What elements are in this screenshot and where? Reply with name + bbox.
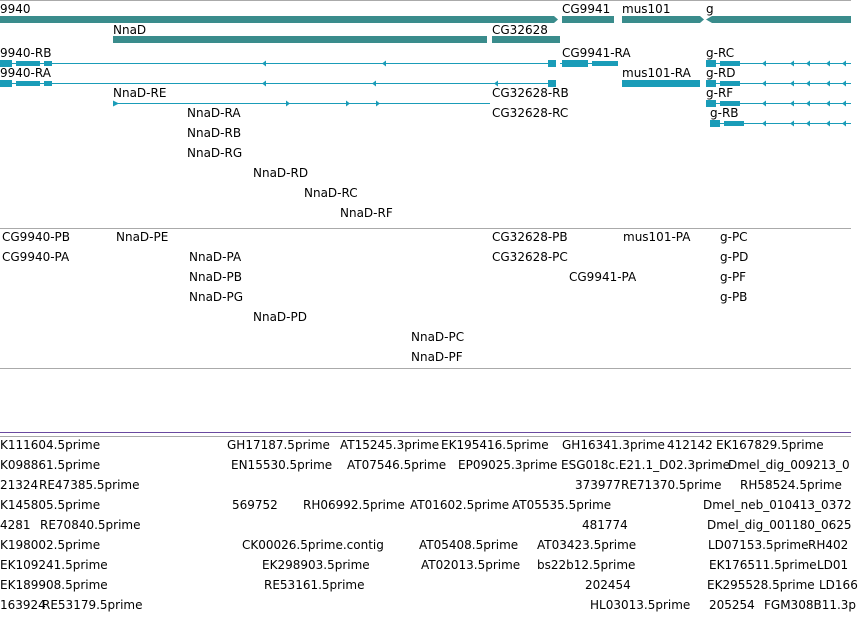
est-label[interactable]: AT05535.5prime <box>512 498 612 512</box>
gene-glyph <box>562 16 614 23</box>
exon-block <box>710 120 720 127</box>
strand-arrow-icon <box>706 16 712 23</box>
est-label[interactable]: 21324 <box>0 478 39 492</box>
exon-block <box>592 61 618 66</box>
est-label[interactable]: EK195416.5prime <box>441 438 549 452</box>
est-label[interactable]: EK295528.5prime <box>707 578 815 592</box>
gene-glyph <box>712 16 851 23</box>
est-label[interactable]: ESG018c.E21.1_D02.3prime <box>561 458 731 472</box>
transcript-label[interactable]: 9940-RB <box>0 46 52 60</box>
est-label[interactable]: RH06992.5prime <box>303 498 405 512</box>
gene-glyph <box>622 16 700 23</box>
strand-arrow-icon <box>262 81 266 87</box>
est-label[interactable]: RE53179.5prime <box>42 598 143 612</box>
protein-label[interactable]: CG32628-PC <box>492 250 568 264</box>
gene-label[interactable]: 9940 <box>0 2 31 16</box>
strand-arrow-icon <box>790 121 794 127</box>
exon-block <box>0 80 12 87</box>
strand-arrow-icon <box>262 61 266 67</box>
strand-arrow-icon <box>700 16 704 23</box>
transcript-label[interactable]: NnaD-RB <box>187 126 242 140</box>
strand-arrow-icon <box>382 61 386 67</box>
est-label[interactable]: AT02013.5prime <box>421 558 521 572</box>
exon-block <box>548 60 556 67</box>
gene-label[interactable]: NnaD <box>113 23 147 37</box>
transcript-label[interactable]: NnaD-RD <box>253 166 309 180</box>
protein-label[interactable]: mus101-PA <box>623 230 691 244</box>
protein-label[interactable]: CG9940-PA <box>2 250 70 264</box>
gene-label[interactable]: g <box>706 2 714 16</box>
strand-arrow-icon <box>376 101 380 107</box>
est-label[interactable]: RE53161.5prime <box>264 578 365 592</box>
strand-arrow-icon <box>113 101 119 107</box>
est-label[interactable]: EK189908.5prime <box>0 578 108 592</box>
protein-label[interactable]: g-PC <box>720 230 748 244</box>
transcript-label[interactable]: NnaD-RG <box>187 146 243 160</box>
transcript-label[interactable]: CG32628-RB <box>492 86 569 100</box>
est-label[interactable]: AT03423.5prime <box>537 538 637 552</box>
transcript-label[interactable]: CG9941-RA <box>562 46 631 60</box>
est-label[interactable]: HL03013.5prime <box>590 598 691 612</box>
gene-glyph <box>0 16 554 23</box>
gene-glyph <box>113 36 487 43</box>
strand-arrow-icon <box>806 61 810 67</box>
strand-arrow-icon <box>372 81 376 87</box>
strand-arrow-icon <box>790 101 794 107</box>
strand-arrow-icon <box>826 121 830 127</box>
est-label[interactable]: RH402 <box>808 538 849 552</box>
est-label[interactable]: 4281 <box>0 518 31 532</box>
est-label[interactable]: K098861.5prime <box>0 458 101 472</box>
transcript-label[interactable]: NnaD-RE <box>113 86 167 100</box>
est-label[interactable]: RE70840.5prime <box>40 518 141 532</box>
strand-arrow-icon <box>554 16 558 23</box>
est-label[interactable]: 481774 <box>582 518 628 532</box>
est-label[interactable]: FGM308B11.3p <box>764 598 857 612</box>
est-label[interactable]: AT15245.3prime <box>340 438 440 452</box>
est-label[interactable]: 202454 <box>585 578 631 592</box>
est-label[interactable]: EK298903.5prime <box>262 558 370 572</box>
est-label[interactable]: 569752 <box>232 498 278 512</box>
transcript-label[interactable]: 9940-RA <box>0 66 51 80</box>
strand-arrow-icon <box>842 81 846 87</box>
est-label[interactable]: LD07153.5prime <box>708 538 809 552</box>
protein-label[interactable]: CG9940-PB <box>2 230 71 244</box>
est-label[interactable]: AT05408.5prime <box>419 538 519 552</box>
strand-arrow-icon <box>806 101 810 107</box>
strand-arrow-icon <box>762 81 766 87</box>
strand-arrow-icon <box>826 81 830 87</box>
exon-block <box>724 121 744 126</box>
strand-arrow-icon <box>842 61 846 67</box>
est-label[interactable]: 163924 <box>0 598 46 612</box>
strand-arrow-icon <box>762 101 766 107</box>
strand-arrow-icon <box>806 81 810 87</box>
gene-label[interactable]: CG9941 <box>562 2 611 16</box>
est-label[interactable]: 412142 <box>667 438 713 452</box>
strand-arrow-icon <box>762 121 766 127</box>
est-label[interactable]: Dmel_neb_010413_0372 <box>703 498 852 512</box>
transcript-label[interactable]: NnaD-RF <box>340 206 393 220</box>
transcript-label[interactable]: NnaD-RC <box>304 186 358 200</box>
strand-arrow-icon <box>346 101 350 107</box>
transcript-label[interactable]: mus101-RA <box>622 66 691 80</box>
transcript-label[interactable]: NnaD-RA <box>187 106 241 120</box>
transcript-label[interactable]: g-RF <box>706 86 734 100</box>
est-label[interactable]: RE71370.5prime <box>621 478 722 492</box>
protein-label[interactable]: NnaD-PF <box>411 350 463 364</box>
protein-label[interactable]: NnaD-PG <box>189 290 244 304</box>
exon-block <box>622 80 700 87</box>
est-label[interactable]: Dmel_dig_009213_0 <box>728 458 850 472</box>
gene-label[interactable]: CG32628 <box>492 23 548 37</box>
strand-arrow-icon <box>806 121 810 127</box>
strand-arrow-icon <box>842 121 846 127</box>
est-label[interactable]: CK00026.5prime.contig <box>242 538 384 552</box>
protein-label[interactable]: CG32628-PB <box>492 230 568 244</box>
exon-block <box>44 81 52 86</box>
gene-glyph <box>492 36 560 43</box>
protein-label[interactable]: g-PF <box>720 270 747 284</box>
strand-arrow-icon <box>790 81 794 87</box>
exon-block <box>562 60 588 67</box>
protein-label[interactable]: g-PD <box>720 250 749 264</box>
est-label[interactable]: RE47385.5prime <box>39 478 140 492</box>
est-label[interactable]: GH17187.5prime <box>227 438 330 452</box>
est-label[interactable]: 373977 <box>575 478 621 492</box>
protein-label[interactable]: NnaD-PB <box>189 270 242 284</box>
strand-arrow-icon <box>762 61 766 67</box>
protein-label[interactable]: g-PB <box>720 290 748 304</box>
est-label[interactable]: EK109241.5prime <box>0 558 108 572</box>
protein-label[interactable]: CG9941-PA <box>569 270 637 284</box>
est-label[interactable]: EK176511.5prime <box>709 558 817 572</box>
strand-arrow-icon <box>790 61 794 67</box>
est-label[interactable]: AT07546.5prime <box>347 458 447 472</box>
est-label[interactable]: bs22b12.5prime <box>537 558 636 572</box>
est-label[interactable]: Dmel_dig_001180_0625 <box>707 518 852 532</box>
strand-arrow-icon <box>842 101 846 107</box>
est-label[interactable]: EN15530.5prime <box>231 458 333 472</box>
exon-block <box>16 81 40 86</box>
est-label[interactable]: GH16341.3prime <box>562 438 665 452</box>
gene-label[interactable]: mus101 <box>622 2 671 16</box>
est-label[interactable]: EP09025.3prime <box>458 458 558 472</box>
est-label[interactable]: LD01 <box>817 558 849 572</box>
protein-label[interactable]: NnaD-PD <box>253 310 307 324</box>
est-label[interactable]: AT01602.5prime <box>410 498 510 512</box>
transcript-label[interactable]: CG32628-RC <box>492 106 569 120</box>
protein-label[interactable]: NnaD-PE <box>116 230 169 244</box>
est-label[interactable]: RH58524.5prime <box>740 478 842 492</box>
est-label[interactable]: K145805.5prime <box>0 498 101 512</box>
est-label[interactable]: LD166 <box>819 578 858 592</box>
protein-label[interactable]: NnaD-PA <box>189 250 242 264</box>
transcript-label[interactable]: g-RC <box>706 46 735 60</box>
transcript-label[interactable]: g-RD <box>706 66 736 80</box>
strand-arrow-icon <box>826 101 830 107</box>
strand-arrow-icon <box>826 61 830 67</box>
est-label[interactable]: 205254 <box>709 598 755 612</box>
transcript-label[interactable]: g-RB <box>710 106 739 120</box>
est-label[interactable]: K111604.5prime <box>0 438 101 452</box>
est-label[interactable]: EK167829.5prime <box>716 438 824 452</box>
est-label[interactable]: K198002.5prime <box>0 538 101 552</box>
strand-arrow-icon <box>286 101 290 107</box>
protein-label[interactable]: NnaD-PC <box>411 330 465 344</box>
